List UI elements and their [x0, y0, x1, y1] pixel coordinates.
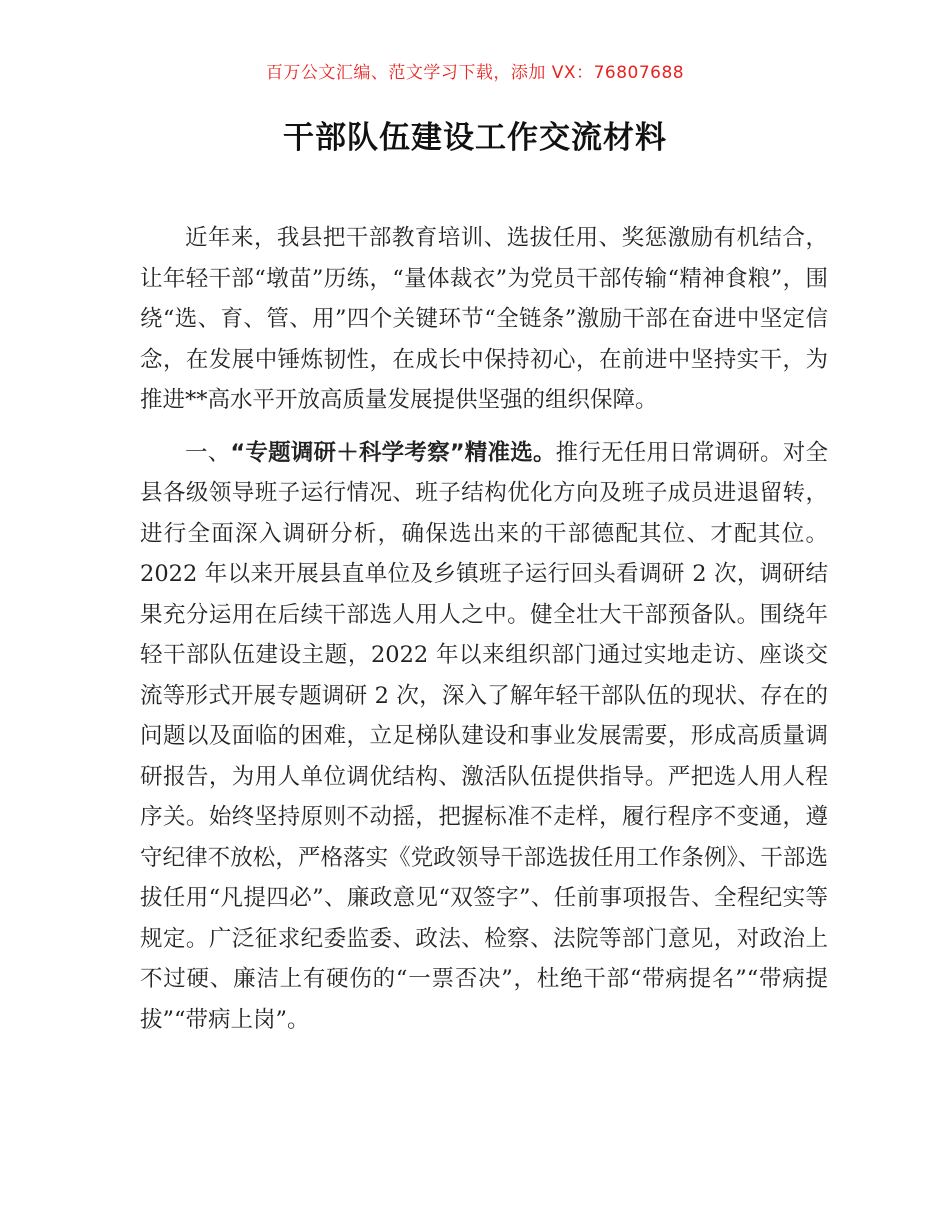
section-1-number: 一、	[185, 439, 231, 466]
section-1-content: 推行无任用日常调研。对全县各级领导班子运行情况、班子结构优化方向及班子成员进退留转，进行全面深入调研分析，确保选出来的干部德配其位、才配其位。2022 年以来开展县直单位及乡镇班子运行回头看调研 2 次，调研结果充分运用在后续干部选人用人之中。健全壮大干部预备队。围绕年轻干部队伍建设主题，2022 年以来组织部门通过实地走访、座谈交流等形式开展专题调研 2 次，深入了解年轻干部队伍的现状、存在的问题以及面临的困难，立足梯队建设和事业发展需要，形成高质量调研报告，为用人单位调优结构、激活队伍提供指导。严把选人用人程序关。始终坚持原则不动摇，把握标准不走样，履行程序不变通，遵守纪律不放松，严格落实《党政领导干部选拔任用工作条例》、干部选拔任用“凡提四必”、廉政意见“双签字”、任前事项报告、全程纪实等规定。广泛征求纪委监委、政法、检察、法院等部门意见，对政治上不过硬、廉洁上有硬伤的“一票否决”，杜绝干部“带病提名”“带病提拔”“带病上岗”。	[140, 439, 828, 1033]
page-title: 干部队伍建设工作交流材料	[283, 120, 667, 156]
intro-paragraph: 近年来，我县把干部教育培训、选拔任用、奖惩激励有机结合，让年轻干部“墩苗”历练，“量体裁衣”为党员干部传输“精神食粮”，围绕“选、育、管、用”四个关键环节“全链条”激励干部在奋进中坚定信念，在发展中锤炼韧性，在成长中保持初心，在前进中坚持实干，为推进**高水平开放高质量发展提供坚强的组织保障。	[140, 225, 828, 413]
document-body	[140, 218, 828, 1040]
section-1-heading: “专题调研＋科学考察”精准选。	[230, 439, 556, 466]
watermark-text: 百万公文汇编、范文学习下载，添加 VX：76807688	[265, 63, 685, 83]
section-1-paragraph	[140, 433, 828, 1041]
